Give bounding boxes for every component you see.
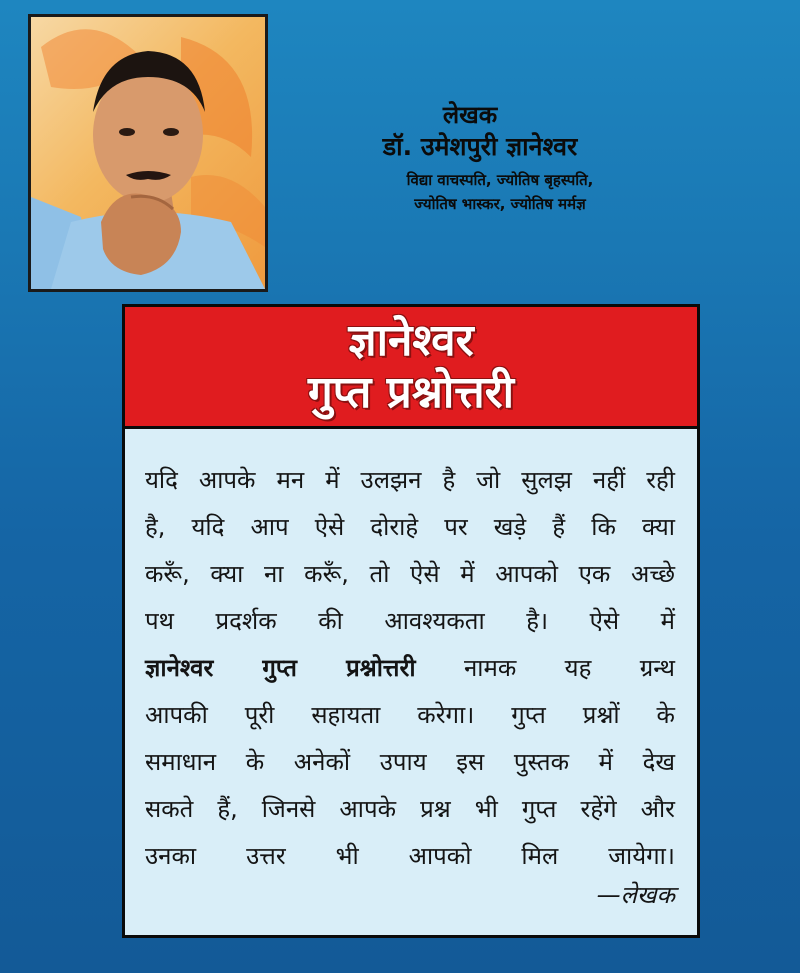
book-info-box: [122, 304, 700, 938]
book-title-band: [125, 307, 697, 429]
description-line: आपकी पूरी सहायता करेगा। गुप्त प्रश्नों के: [145, 701, 675, 729]
book-description: [125, 429, 697, 912]
book-title-inline: ज्ञानेश्वर गुप्त प्रश्नोत्तरी: [145, 654, 416, 682]
signature: —लेखक: [596, 881, 675, 909]
author-info: [300, 100, 700, 216]
book-title-line1: ज्ञानेश्वर: [348, 315, 474, 366]
description-line: उनका उत्तर भी आपको मिल जायेगा।: [145, 842, 675, 870]
author-name: डॉ. उमेशपुरी ज्ञानेश्वर: [382, 132, 578, 161]
description-line-rest: नामक यह ग्रन्थ: [463, 654, 675, 682]
description-line: करूँ, क्या ना करूँ, तो ऐसे में आपको एक अच्छे: [145, 560, 675, 588]
author-portrait-illustration: [31, 17, 265, 289]
author-qualifications-line1: विद्या वाचस्पति, ज्योतिष बृहस्पति,: [406, 171, 594, 189]
description-line: यदि आपके मन में उलझन है जो सुलझ नहीं रही: [145, 466, 675, 494]
book-title-line2: गुप्त प्रश्नोत्तरी: [307, 367, 515, 418]
description-line: समाधान के अनेकों उपाय इस पुस्तक में देख: [145, 748, 675, 776]
description-line: है, यदि आप ऐसे दोराहे पर खड़े हैं कि क्या: [145, 513, 675, 541]
author-qualifications-line2: ज्योतिष भास्कर, ज्योतिष मर्मज्ञ: [414, 195, 586, 213]
description-line-with-title: [145, 645, 675, 692]
author-photo: [28, 14, 268, 292]
description-line: पथ प्रदर्शक की आवश्यकता है। ऐसे में: [145, 607, 675, 635]
author-label: लेखक: [442, 101, 498, 129]
description-line: सकते हैं, जिनसे आपके प्रश्न भी गुप्त रहेंगे और: [145, 795, 675, 823]
